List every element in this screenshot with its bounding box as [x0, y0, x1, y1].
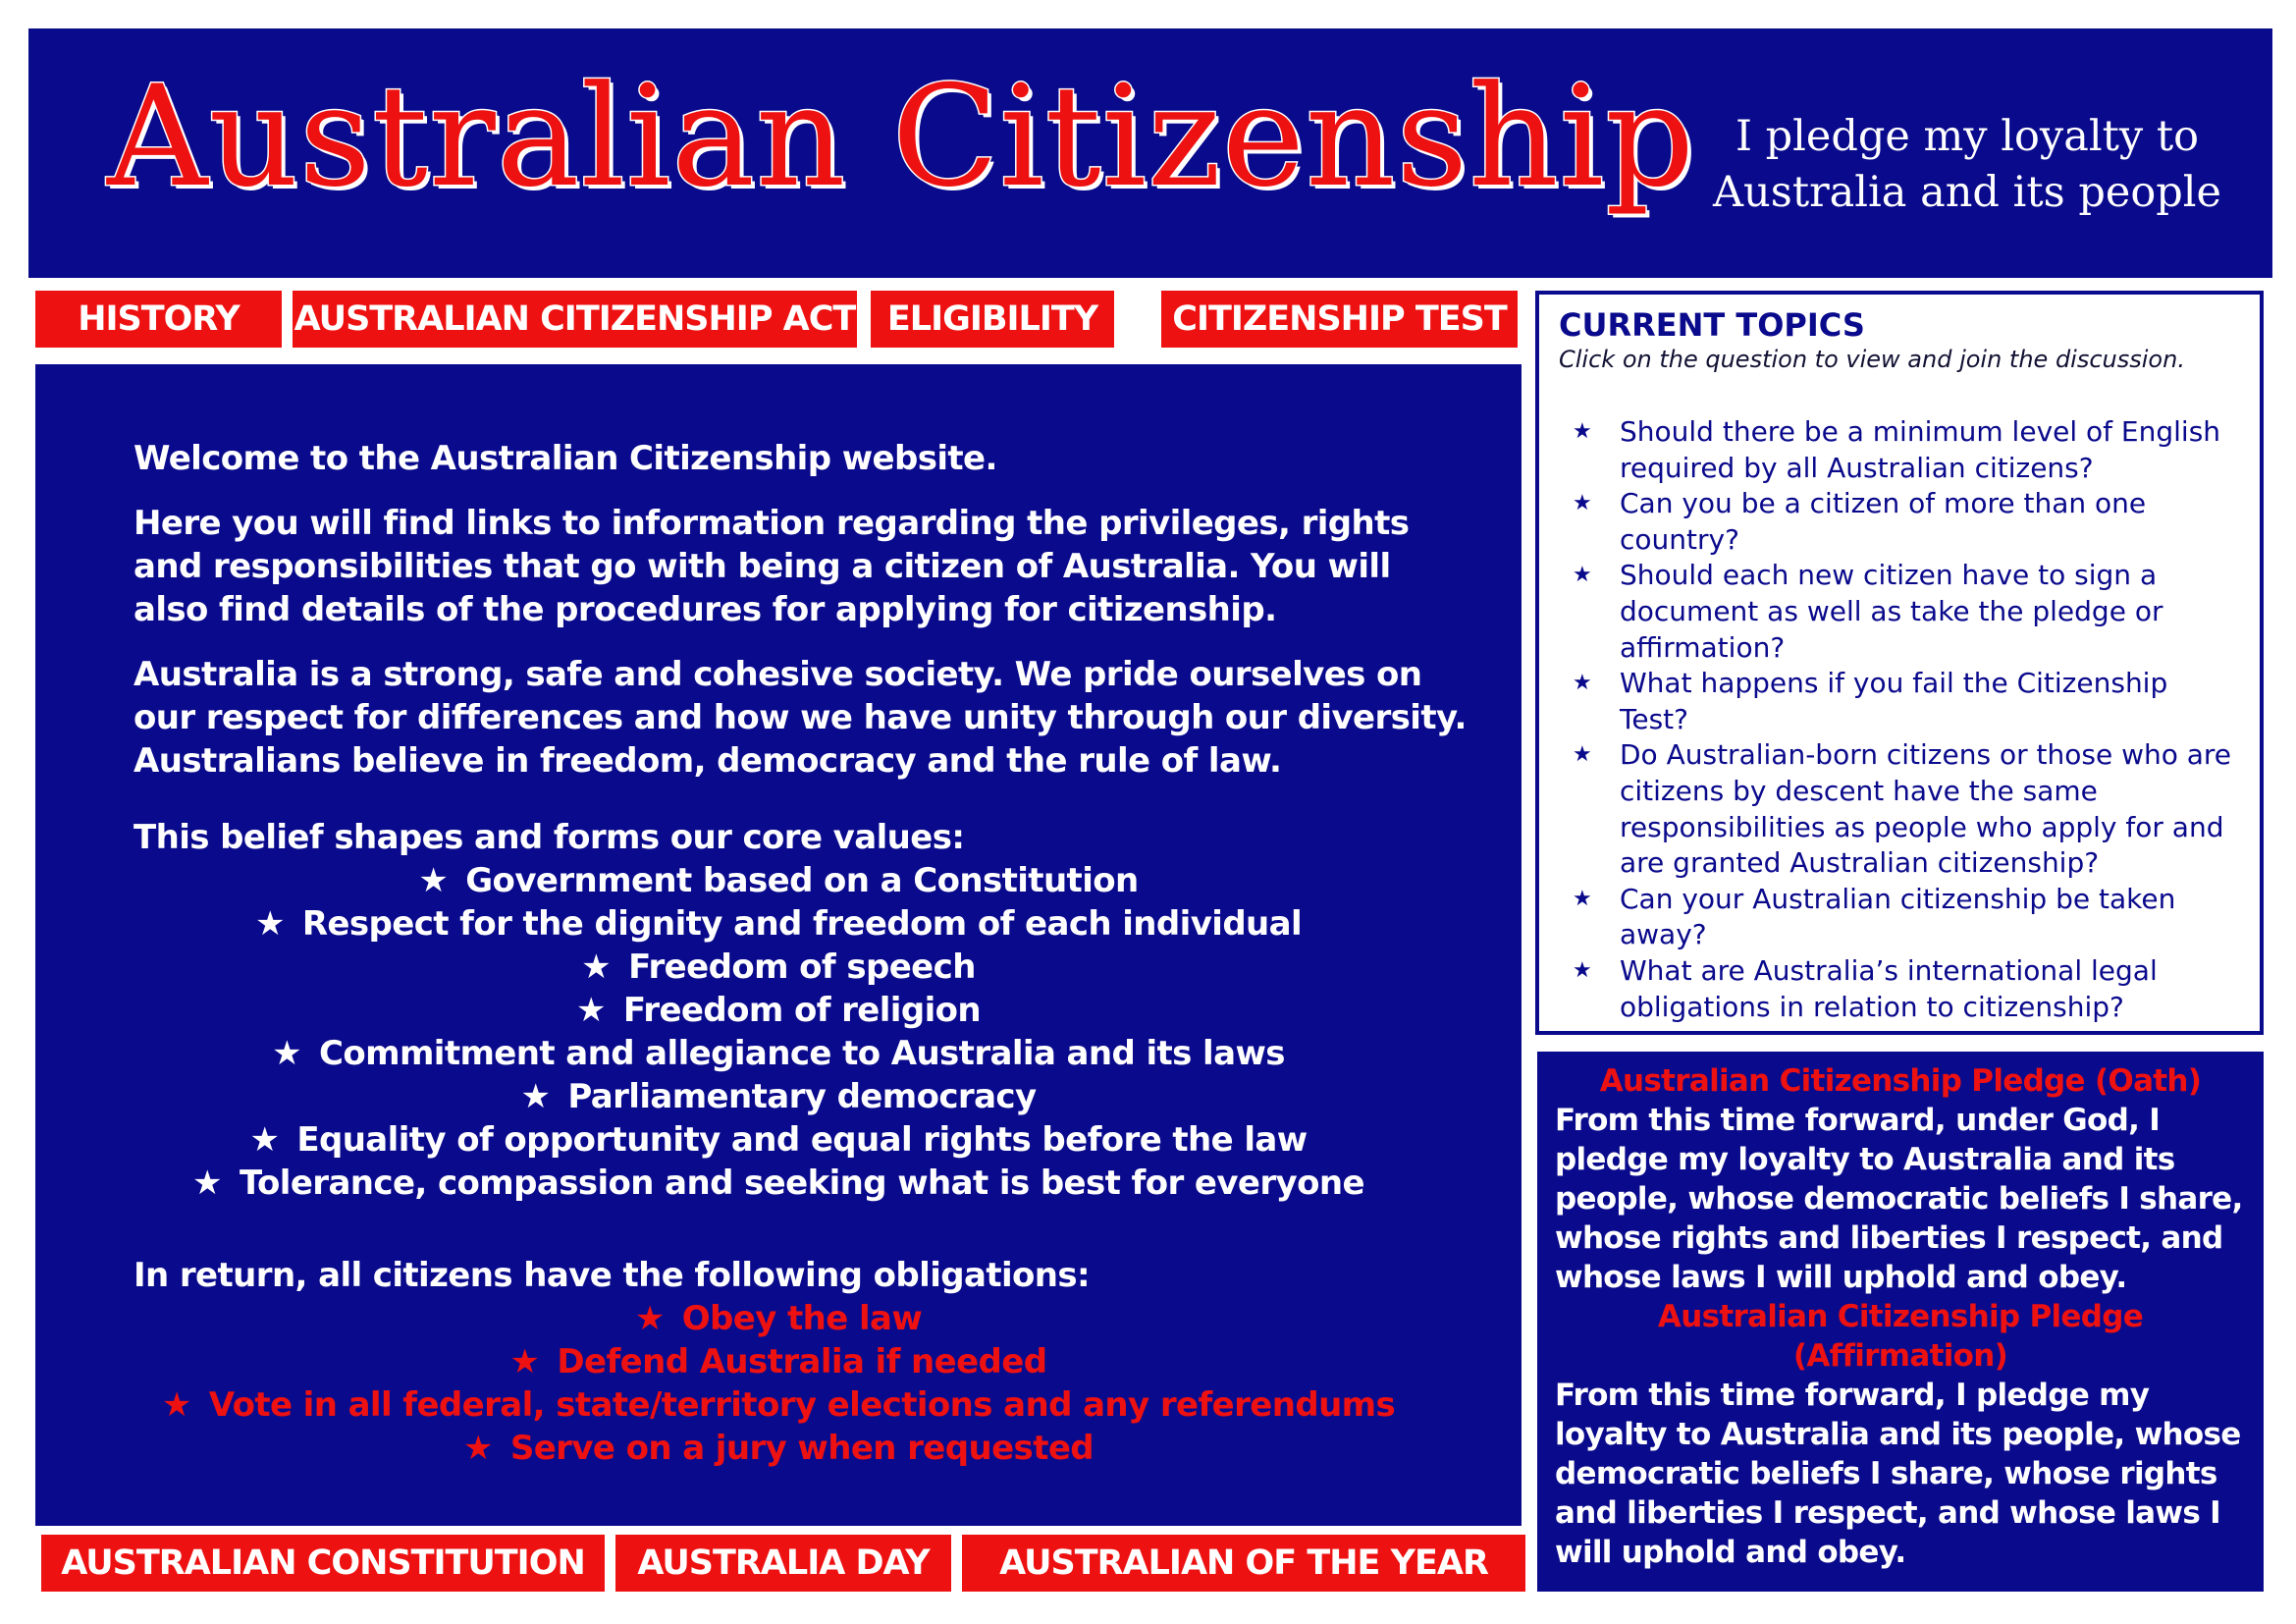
star-icon: ★: [161, 1385, 191, 1425]
topic-link[interactable]: ★ Can your Australian citizenship be taken away?: [1573, 882, 2176, 951]
topics-heading: CURRENT TOPICS: [1559, 306, 1865, 344]
obligations-intro-text: In return, all citizens have the following obligations:: [133, 1256, 1091, 1295]
values-intro-text: This belief shapes and forms our core values:: [133, 818, 965, 857]
tagline-line-2: Australia and its people: [1713, 168, 2221, 217]
main-content-panel: [35, 364, 1522, 1526]
star-icon: ★: [1573, 671, 1592, 696]
star-icon: ★: [1573, 491, 1592, 516]
list-item: ★ Freedom of speech: [581, 947, 976, 987]
star-icon: ★: [192, 1164, 222, 1203]
pledge-tagline: [1687, 109, 2247, 221]
star-icon: ★: [520, 1077, 551, 1116]
nav-australian-of-the-year-button[interactable]: AUSTRALIAN OF THE YEAR: [962, 1535, 1525, 1592]
oath-text: From this time forward, under God, I pledge my loyalty to Australia and its people, whose democratic beliefs I share, whose rights and liberties I respect, and whose laws I will uphold and obey.: [1555, 1103, 2243, 1295]
topic-link[interactable]: ★ Can you be a citizen of more than one country?: [1573, 487, 2147, 556]
star-icon: ★: [462, 1429, 493, 1468]
star-icon: ★: [1573, 563, 1592, 588]
star-icon: ★: [509, 1342, 540, 1381]
obligations-list: [35, 1297, 1522, 1470]
topic-link[interactable]: ★ What happens if you fail the Citizenship Test?: [1573, 667, 2168, 735]
nav-citizenship-act-button[interactable]: AUSTRALIAN CITIZENSHIP ACT: [293, 291, 857, 348]
star-icon: ★: [1573, 957, 1592, 983]
topic-link[interactable]: ★ What are Australia’s international legal obligations in relation to citizenship?: [1573, 953, 2158, 1023]
nav-eligibility-button[interactable]: ELIGIBILITY: [871, 291, 1114, 348]
list-item: ★ Government based on a Constitution: [418, 861, 1139, 900]
list-item: ★ Commitment and allegiance to Australia and its laws: [272, 1034, 1285, 1073]
star-icon: ★: [1573, 419, 1592, 444]
society-paragraph: Australia is a strong, safe and cohesive society. We pride ourselves on our respect for differences and how we have unity through our diversity. Australians believe in freedom, democracy and the rule of law.: [133, 655, 1467, 781]
list-item: ★ Serve on a jury when requested: [462, 1429, 1095, 1468]
topic-link[interactable]: ★ Should there be a minimum level of English required by all Australian citizens?: [1573, 415, 2221, 484]
star-icon: ★: [1573, 742, 1592, 768]
list-item: ★ Respect for the dignity and freedom of each individual: [254, 904, 1303, 944]
topics-instruction: Click on the question to view and join the discussion.: [1559, 346, 2185, 373]
nav-history-button[interactable]: HISTORY: [35, 291, 282, 348]
star-icon: ★: [1573, 886, 1592, 911]
star-icon: ★: [575, 991, 606, 1030]
list-item: ★ Parliamentary democracy: [520, 1077, 1037, 1116]
affirmation-title-line-2: (Affirmation): [1792, 1338, 2008, 1374]
list-item: ★ Vote in all federal, state/territory elections and any referendums: [161, 1385, 1396, 1425]
current-topics-panel: [1535, 291, 2264, 1035]
star-icon: ★: [249, 1120, 280, 1160]
nav-citizenship-test-button[interactable]: CITIZENSHIP TEST: [1161, 291, 1518, 348]
site-title: Australian Citizenship: [107, 56, 1696, 218]
star-icon: ★: [272, 1034, 301, 1073]
pledge-panel: [1537, 1052, 2264, 1592]
list-item: ★ Obey the law: [634, 1299, 923, 1338]
star-icon: ★: [418, 861, 449, 900]
welcome-text: Welcome to the Australian Citizenship website.: [133, 439, 997, 478]
topics-list: [1539, 414, 2260, 1025]
list-item: ★ Freedom of religion: [575, 991, 982, 1030]
star-icon: ★: [634, 1299, 665, 1338]
topic-link[interactable]: ★ Should each new citizen have to sign a document as well as take the pledge or affirmation?: [1573, 559, 2163, 664]
list-item: ★ Defend Australia if needed: [509, 1342, 1047, 1381]
core-values-list: [35, 859, 1522, 1205]
star-icon: ★: [581, 947, 612, 987]
nav-australia-day-button[interactable]: AUSTRALIA DAY: [615, 1535, 951, 1592]
nav-constitution-button[interactable]: AUSTRALIAN CONSTITUTION: [41, 1535, 605, 1592]
topic-link[interactable]: ★ Do Australian-born citizens or those who are citizens by descent have the same responsibilities as people who apply for and are granted Australian citizenship?: [1573, 738, 2232, 880]
affirmation-title-line-1: Australian Citizenship Pledge: [1657, 1299, 2144, 1334]
header-banner: [28, 28, 2272, 278]
tagline-line-1: I pledge my loyalty to: [1735, 112, 2199, 161]
star-icon: ★: [254, 904, 285, 944]
intro-paragraph: Here you will find links to information regarding the privileges, rights and responsibilities that go with being a citizen of Australia. You will also find details of the procedures for applying for citizenship.: [133, 504, 1410, 629]
list-item: ★ Equality of opportunity and equal rights before the law: [249, 1120, 1308, 1160]
list-item: ★ Tolerance, compassion and seeking what is best for everyone: [192, 1164, 1364, 1203]
affirmation-text: From this time forward, I pledge my loyalty to Australia and its people, whose democratic beliefs I share, whose rights and liberties I respect, and whose laws I will uphold and obey.: [1555, 1378, 2241, 1570]
oath-title: Australian Citizenship Pledge (Oath): [1599, 1063, 2202, 1099]
